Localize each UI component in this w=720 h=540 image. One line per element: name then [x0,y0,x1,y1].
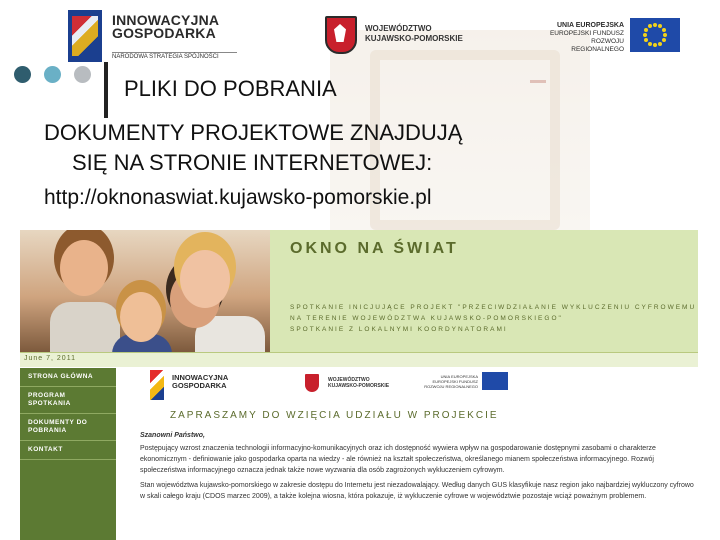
decor-vertical-bar [104,62,108,118]
ig-logo-text [112,14,219,40]
eu-star-icon [658,24,662,28]
slide-body-line2: SIĘ NA STRONIE INTERNETOWEJ: [72,150,433,175]
decor-dot-grey [74,66,91,83]
nav-kontakt[interactable]: KONTAKT [20,441,116,460]
nav-dokumenty-do-pobrania[interactable]: DOKUMENTY DO POBRANIA [20,414,116,441]
website-paragraph-1: Postępujący wzrost znaczenia technologii informacyjno-komunikacyjnych oraz ich dostępność wywiera wpływ na gospodarowanie dostępnymi zasobami o charakterze ekonomicznym - definiowanie jako gospodarka oparta na wiedzy - ale również na kształt społeczeństwa, określanego mianem społeczeństwa informacyjnego. Rozwój społeczeństwa informacyjnego oznacza jednak także nowe wyzwania dla osób zagrożonych wykluczeniem cyfrowym. [140,445,656,474]
mini-ue-logo-text [418,374,478,389]
mini-ig-line1: INNOWACYJNA [172,373,229,382]
photo-person-shape [120,292,162,342]
kp-logo-line2: KUJAWSKO-POMORSKIE [365,34,463,43]
kp-logo-text [365,24,463,44]
photo-figure-shape [50,302,120,352]
nav-strona-glowna[interactable]: STRONA GŁÓWNA [20,368,116,387]
mini-ue-line3: ROZWOJU REGIONALNEGO [424,384,478,389]
website-main-text [140,430,695,502]
mini-ig-line2: GOSPODARKA [172,381,227,390]
slide-title: PLIKI DO POBRANIA [124,76,337,101]
mini-ue-line2: EUROPEJSKI FUNDUSZ [432,379,478,384]
eu-star-icon [653,23,657,27]
mini-ig-logo-text [172,374,228,390]
kp-crest-icon [325,16,357,54]
eu-star-icon [644,38,648,42]
decor-dash [530,80,546,83]
mini-eu-flag-icon [482,372,508,390]
ue-logo-line1: UNIA EUROPEJSKA [556,22,624,29]
photo-person-shape [180,250,230,308]
mini-ue-line1: UNIA EUROPEJSKA [440,374,478,379]
innowacyjna-gospodarka-logo [68,6,248,64]
eu-star-icon [644,28,648,32]
mini-kp-line2: KUJAWSKO-POMORSKIE [328,383,390,389]
ue-logo-line3: ROZWOJU REGIONALNEGO [571,38,624,53]
ig-logo-line2: GOSPODARKA [112,25,216,41]
website-date: June 7, 2011 [24,355,76,362]
website-title: OKNO NA ŚWIAT [290,240,459,257]
eu-star-icon [662,28,666,32]
slide-body-line1: DOKUMENTY PROJEKTOWE ZNAJDUJĄ [44,120,463,145]
decor-dot-dark [14,66,31,83]
eu-star-icon [658,42,662,46]
website-dateline [20,352,698,367]
eu-star-icon [653,43,657,47]
photo-person-shape [60,240,108,296]
eu-star-icon [643,33,647,37]
website-screenshot [20,230,698,540]
slide-url-link[interactable]: http://oknonaswiat.kujawsko-pomorskie.pl [44,186,432,209]
eu-star-icon [663,33,667,37]
website-sidebar [20,368,116,540]
nav-program-spotkania[interactable]: PROGRAM SPOTKANIA [20,387,116,414]
ig-logo-sub: NARODOWA STRATEGIA SPÓJNOŚCI [112,52,237,60]
website-subtitle-line2: NA TERENIE WOJEWÓDZTWA KUJAWSKO-POMORSKIEGO" [290,315,563,322]
eu-stars-icon [643,23,667,47]
ig-emblem-icon [68,10,102,62]
website-header [20,230,698,352]
decor-dot-light [44,66,61,83]
website-greeting: Szanowni Państwo, [140,432,205,439]
mini-ig-emblem-icon [150,370,164,400]
mini-kp-logo-text [328,377,389,389]
ig-logo-line1: INNOWACYJNA [112,12,220,28]
website-logo-strip [150,370,690,404]
kujawsko-pomorskie-logo [325,16,485,56]
eu-star-icon [648,24,652,28]
website-subtitle-line1: SPOTKANIE INICJUJĄCE PROJEKT "PRZECIWDZIAŁANIE WYKLUCZENIU CYFROWEMU [290,304,697,311]
eu-star-icon [648,42,652,46]
website-subtitle-line3: SPOTKANIE Z LOKALNYMI KOORDYNATORAMI [290,326,508,333]
mini-kp-line1: WOJEWÓDZTWO [328,377,370,383]
eu-flag-icon [630,18,680,52]
family-photo [20,230,270,352]
unia-europejska-logo [538,18,683,58]
slide-body [44,118,462,178]
website-main-title: ZAPRASZAMY DO WZIĘCIA UDZIAŁU W PROJEKCIE [170,410,499,421]
kp-logo-line1: WOJEWÓDZTWO [365,24,432,33]
ue-logo-line2: EUROPEJSKI FUNDUSZ [549,30,624,37]
ue-logo-text [538,22,624,54]
eu-star-icon [662,38,666,42]
website-main [140,368,695,540]
mini-kp-crest-icon [305,374,319,392]
website-paragraph-2: Stan województwa kujawsko-pomorskiego w zakresie dostępu do Internetu jest niezadowalający. Według danych GUS klasyfikuje nasz region jako najbardziej wykluczony cyfrowo w skali całego kraju (CDOS marzec 2009), a także kolejna wiosna, która pokazuje, iż wykluczenie cyfrowe w województwie pozostaje wciąż poważnym problemem. [140,482,694,500]
website-subtitle [290,302,696,335]
